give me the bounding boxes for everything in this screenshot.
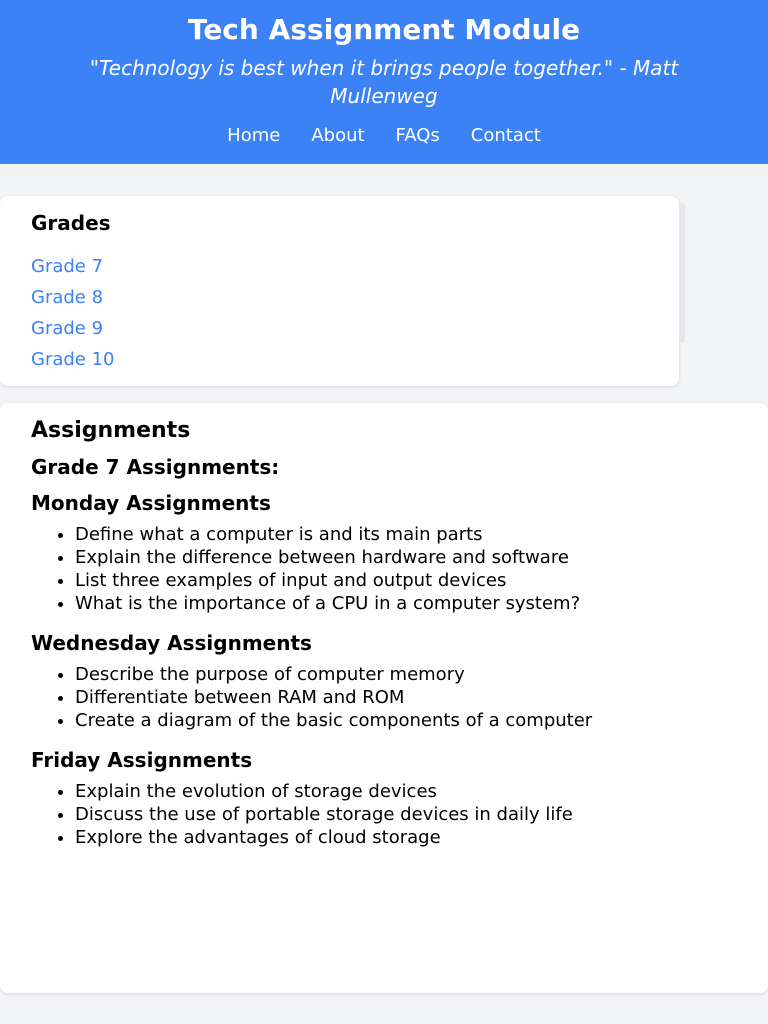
site-title: Tech Assignment Module xyxy=(187,13,581,46)
nav-contact-link[interactable]: Contact xyxy=(470,125,541,146)
grade-8-link[interactable]: Grade 8 xyxy=(31,287,104,308)
grade-item xyxy=(31,282,648,313)
task-item: • Explore the advantages of cloud storage xyxy=(75,826,737,849)
grade-item xyxy=(31,313,648,344)
friday-task-list xyxy=(31,780,737,849)
task-item: • Describe the purpose of computer memory xyxy=(75,663,737,686)
wednesday-task-list xyxy=(31,663,737,732)
header-quote: "Technology is best when it brings people together." - Matt Mullenweg xyxy=(89,56,679,108)
grade-assignments-heading: Grade 7 Assignments: xyxy=(31,455,280,479)
grade-10-link[interactable]: Grade 10 xyxy=(31,349,115,370)
grade-list xyxy=(31,251,648,375)
grades-card xyxy=(0,196,679,386)
wednesday-heading: Wednesday Assignments xyxy=(31,631,312,655)
grades-scrollbar[interactable] xyxy=(679,203,685,343)
task-item: • Create a diagram of the basic components of a computer xyxy=(75,709,737,732)
task-item: • Explain the evolution of storage devices xyxy=(75,780,737,803)
top-nav xyxy=(0,123,768,149)
grade-item xyxy=(31,344,648,375)
task-item: • Discuss the use of portable storage devices in daily life xyxy=(75,803,737,826)
nav-home-link[interactable]: Home xyxy=(227,125,281,146)
task-item: • What is the importance of a CPU in a computer system? xyxy=(75,592,737,615)
nav-about-link[interactable]: About xyxy=(311,125,365,146)
grades-heading: Grades xyxy=(31,211,111,235)
task-item: • Explain the difference between hardware and software xyxy=(75,546,737,569)
grade-7-link[interactable]: Grade 7 xyxy=(31,256,104,277)
assignments-card xyxy=(0,403,768,993)
grade-9-link[interactable]: Grade 9 xyxy=(31,318,104,339)
friday-heading: Friday Assignments xyxy=(31,748,253,772)
monday-task-list xyxy=(31,523,737,615)
task-item: • List three examples of input and output devices xyxy=(75,569,737,592)
task-item: • Differentiate between RAM and ROM xyxy=(75,686,737,709)
grade-item xyxy=(31,251,648,282)
site-header xyxy=(0,0,768,164)
monday-heading: Monday Assignments xyxy=(31,491,271,515)
nav-faqs-link[interactable]: FAQs xyxy=(395,125,440,146)
assignments-heading: Assignments xyxy=(31,418,191,443)
task-item: • Define what a computer is and its main parts xyxy=(75,523,737,546)
